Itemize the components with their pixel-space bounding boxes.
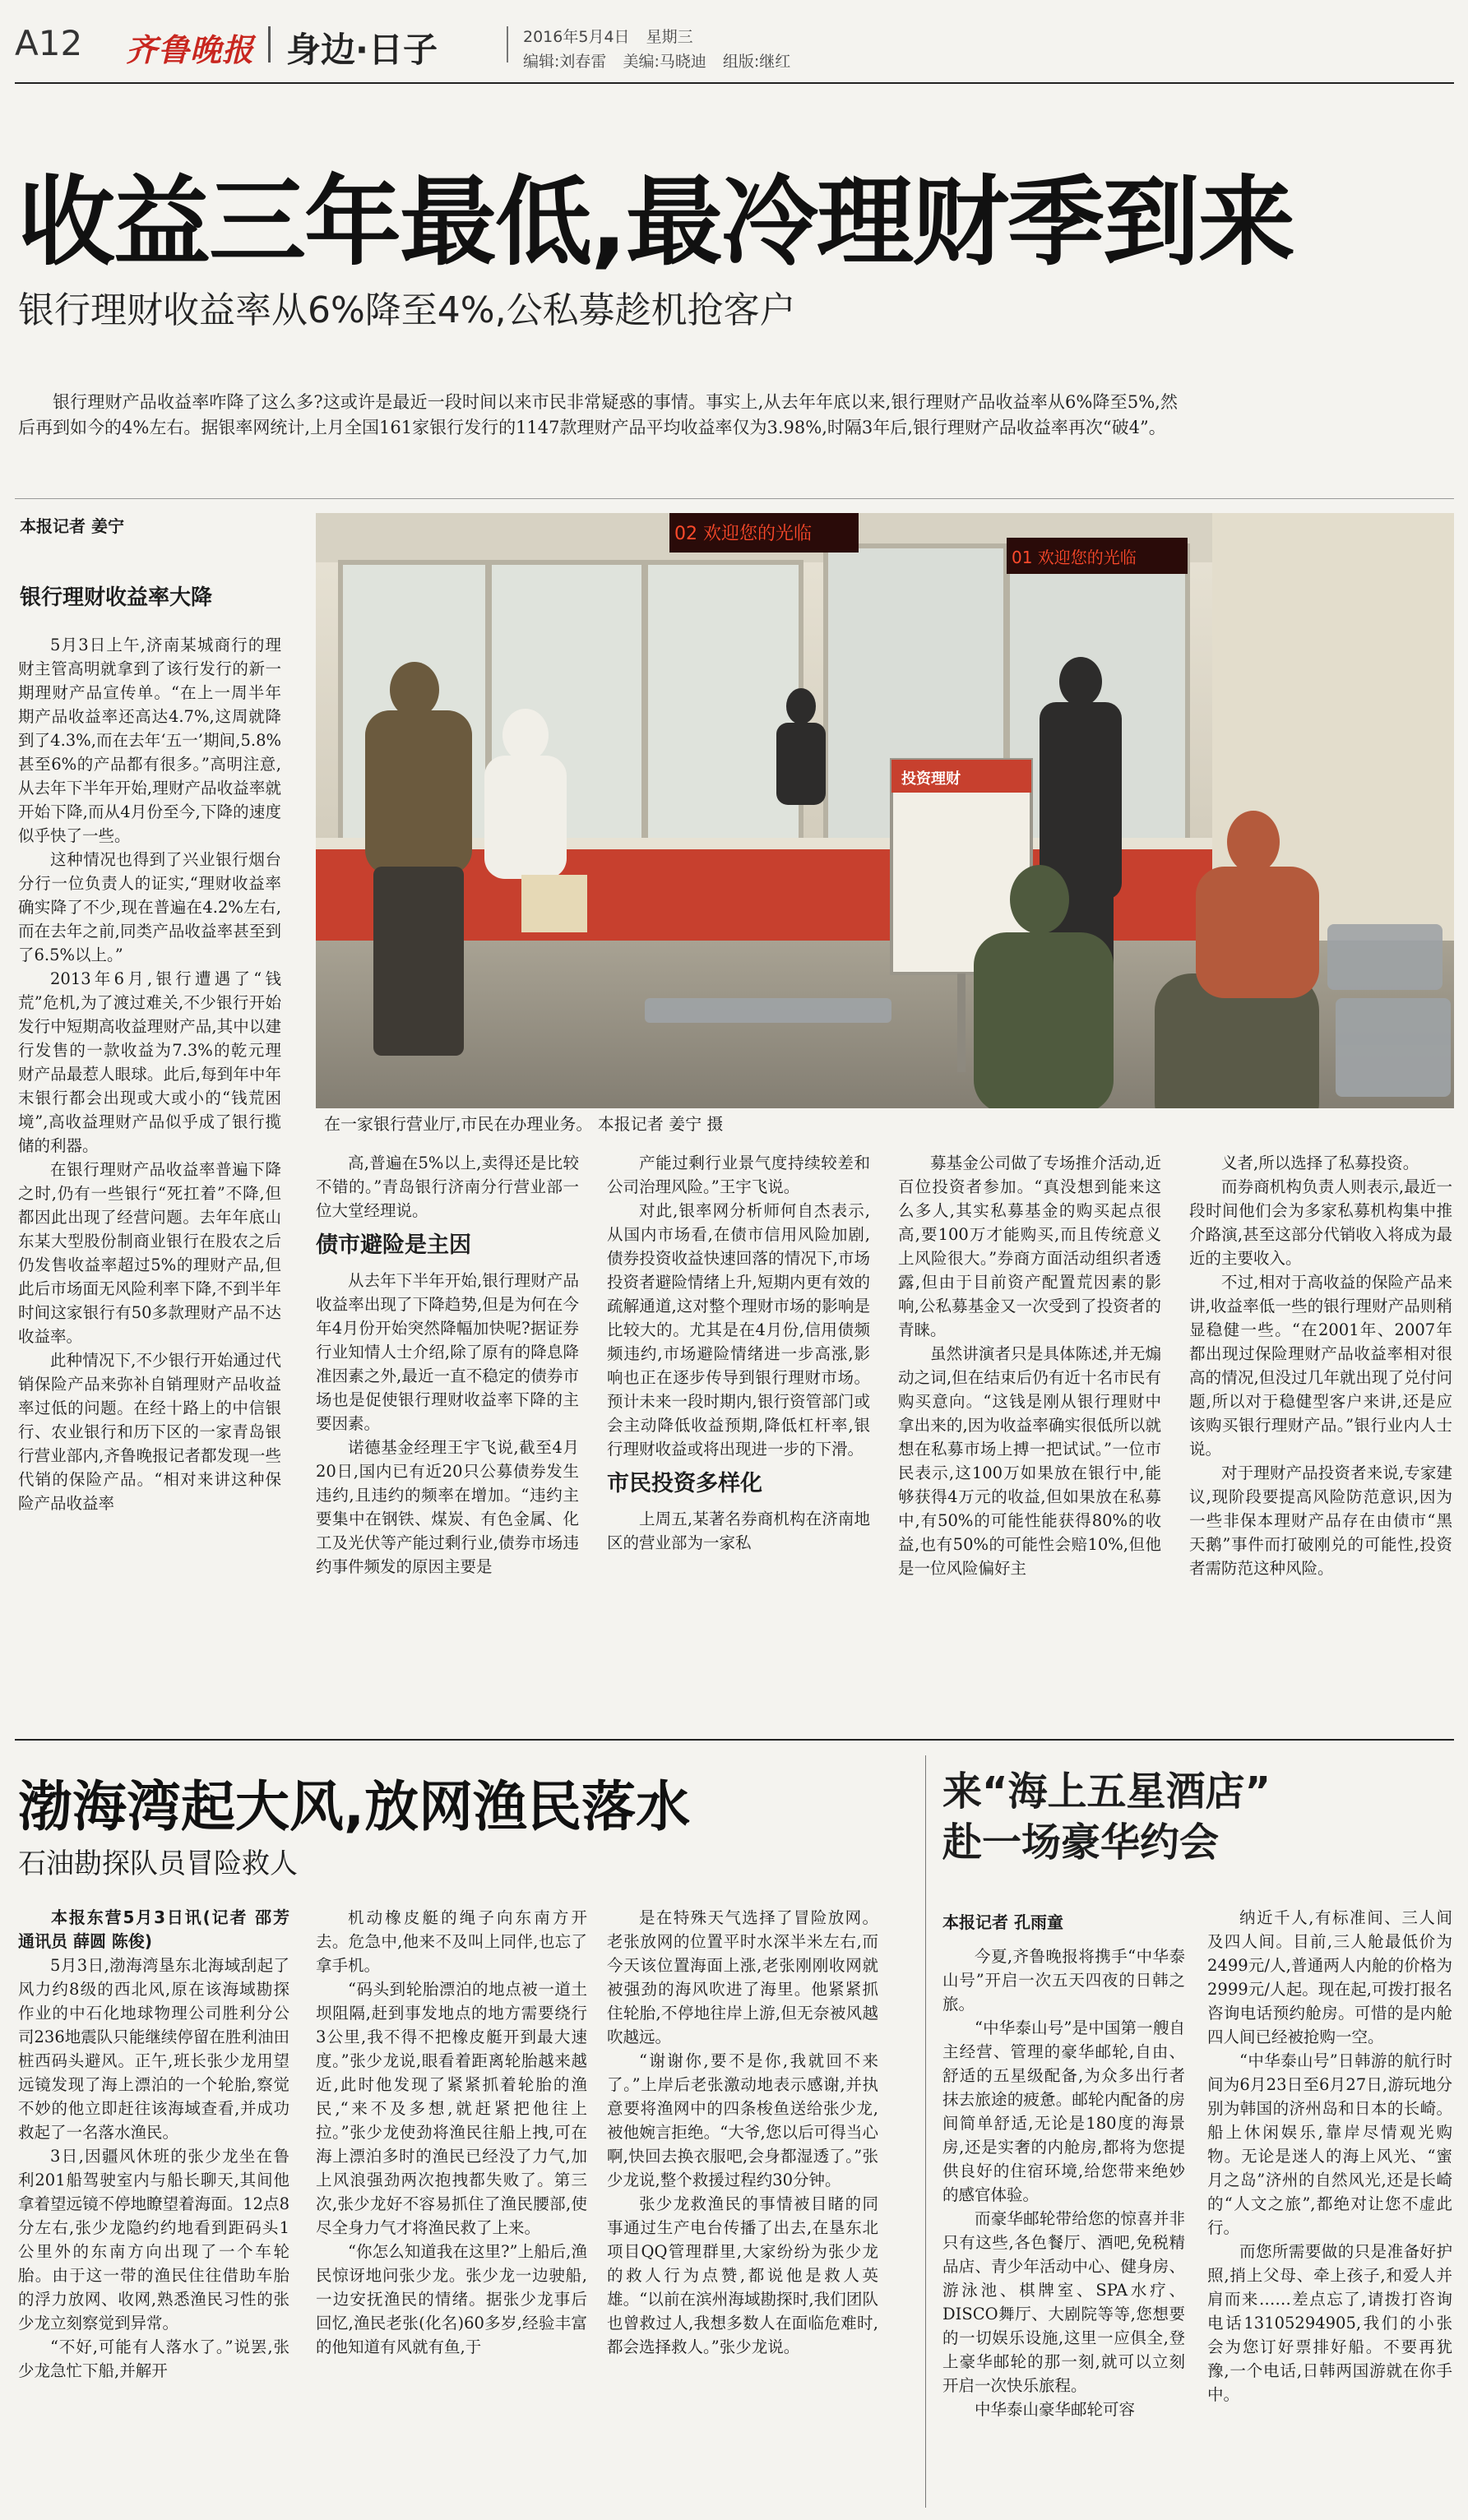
paragraph: 对此,银率网分析师何自杰表示,从国内市场看,在债市信用风险加剧,债券投资收益快速回落的情况下,市场投资者避险情绪上升,短期内更有效的疏解通道,这对整个理财市场的影响是比较大的。尤其是在4月份,信用债频频违约,市场避险情绪进一步高涨,影响也正在逐步传导到银行理财市场。预计未来一段时期内,银行资管部门或会主动降低收益预期,降低杠杆率,银行理财收益或将出现进一步的下滑。	[607, 1201, 870, 1459]
paragraph: 中华泰山豪华邮轮可容	[975, 2400, 1136, 2419]
paragraph: 募基金公司做了专场推介活动,近百位投资者参加。“真没想到能来这么多人,其实私募基金的购买起点很高,要100万才能购买,而且传统意义上风险很大。”券商方面活动组织者透露,但由于目前资产配置荒因素的影响,公私募基金又一次受到了投资者的青睐。	[898, 1154, 1161, 1339]
lead-column-4	[898, 1151, 1161, 1710]
lead-subheading-1: 银行理财收益率大降	[20, 585, 213, 610]
paragraph: “不好,可能有人落水了。”说罢,张少龙急忙下船,并解开	[18, 2337, 289, 2380]
photo-sign-window-2: 02 欢迎您的光临	[674, 524, 812, 544]
paragraph: 在银行理财产品收益率普遍下降之时,仍有一些银行“死扛着”不降,但都因此出现了经营问题。去年年底山东某大型股份制商业银行在股农之后仍发售收益率超过5%的理财产品,但此后市场面无风险利率下降,不到半年时间这家银行有50多款理财产品不达收益率。	[18, 1160, 281, 1346]
photo-caption: 在一家银行营业厅,市民在办理业务。 本报记者 姜宁 摄	[316, 1108, 1454, 1140]
story3-byline: 本报记者 孔雨童	[942, 1912, 1063, 1932]
photo-sign-window-1: 01 欢迎您的光临	[1012, 548, 1137, 567]
section-title: 身边·日子	[286, 30, 438, 70]
lead-subheading-3: 市民投资多样化	[607, 1471, 762, 1496]
paragraph: 5月3日上午,济南某城商行的理财主管高明就拿到了该行发行的新一期理财产品宣传单。“在上一周半年期产品收益率还高达4.7%,这周就降到了4.3%,而在去年‘五一’期间,5.8%甚至6%的产品都有很多。”高明注意,从去年下半年开始,理财产品收益率就开始下降,而从4月份至今,下降的速度似乎快了一些。	[18, 636, 281, 845]
page-number: A12	[15, 23, 83, 63]
paragraph: 2013年6月,银行遭遇了“钱荒”危机,为了渡过难关,不少银行开始发行中短期高收益理财产品,其中以建行发售的一款收益为7.3%的乾元理财产品最惹人眼球。此后,每到年中年末银行都会出现或大或小的“钱荒困境”,高收益理财产品似乎成了银行揽储的利器。	[18, 969, 281, 1155]
story2-column-1	[18, 1906, 289, 2508]
story2-dateline: 本报东营5月3日讯(记者 邵芳 通讯员 薛圆 陈俊)	[18, 1907, 289, 1951]
paragraph: 纳近千人,有标准间、三人间及四人间。目前,三人舱最低价为2499元/人,普通两人内舱的价格为2999元/人起。现在起,可拨打报名咨询电话预约舱房。可惜的是内舱四人间已经被抢购一空。	[1207, 1908, 1452, 2046]
weekday-text: 星期三	[646, 28, 693, 46]
photo-illustration	[316, 513, 1454, 1140]
issue-date	[523, 25, 693, 47]
story3-headline-line-2: 赴一场豪华约会	[942, 1819, 1220, 1866]
paragraph: 5月3日,渤海湾垦东北海域刮起了风力约8级的西北风,原在该海域勘探作业的中石化地球物理公司胜利分公司236地震队只能继续停留在胜利油田桩西码头避风。正午,班长张少龙用望远镜发现了海上漂泊的一个轮胎,察觉不妙的他立即赶往该海域查看,并成功救起了一名落水渔民。	[18, 1956, 289, 2142]
paper-name: 齐鲁晚报	[126, 31, 255, 68]
lead-column-2	[316, 1151, 579, 1710]
paragraph: 而券商机构负责人则表示,最近一段时间他们会为多家私募机构集中推介路演,甚至这部分代销收入将成为最近的主要收入。	[1189, 1177, 1452, 1268]
story2-column-3	[607, 1906, 878, 2508]
paragraph: 这种情况也得到了兴业银行烟台分行一位负责人的证实,“理财收益率确实降了不少,现在普遍在4.2%左右,而在去年之前,同类产品收益率甚至到了6.5%以上。”	[18, 850, 281, 964]
editor-credit: 编辑:刘春雷	[523, 53, 607, 71]
masthead-rule	[15, 82, 1454, 84]
masthead-divider-2	[507, 26, 508, 62]
paragraph: 诺德基金经理王宇飞说,截至4月20日,国内已有近20只公募债券发生违约,且违约的频率在增加。“违约主要集中在钢铁、煤炭、有色金属、化工及光伏等产能过剩行业,债券市场违约事件频发的原因主要是	[316, 1438, 579, 1576]
paragraph: 机动橡皮艇的绳子向东南方开去。危急中,他来不及叫上同伴,也忘了拿手机。	[316, 1908, 587, 1975]
paragraph: 产能过剩行业景气度持续较差和公司治理风险。”王宇飞说。	[607, 1154, 870, 1196]
layout-editor-credit: 组版:继红	[722, 53, 791, 71]
paragraph: 而您所需要做的只是准备好护照,捎上父母、牵上孩子,和爱人并肩而来……差点忘了,请拨打咨询电话13105294905,我们的小张会为您订好票排好船。不要再犹豫,一个电话,日韩两国游就在你手中。	[1207, 2242, 1452, 2404]
story3-headline-line-1: 来“海上五星酒店”	[942, 1769, 1271, 1815]
paragraph: 上周五,某著名券商机构在济南地区的营业部为一家私	[607, 1510, 870, 1552]
lead-column-3	[607, 1151, 870, 1710]
paragraph: 此种情况下,不少银行开始通过代销保险产品来弥补自销理财产品收益率过低的问题。在经十路上的中信银行、农业银行和历下区的一家青岛银行营业部内,齐鲁晚报记者都发现一些代销的保险产品。“相对来讲这种保险产品收益率	[18, 1351, 281, 1513]
story2-subhead: 石油勘探队员冒险救人	[18, 1847, 298, 1880]
paragraph: 不过,相对于高收益的保险产品来讲,收益率低一些的银行理财产品则稍显稳健一些。“在2001年、2007年都出现过保险理财产品收益率相对很高的情况,但没过几年就出现了兑付问题,所以对于稳健型客户来讲,还是应该购买银行理财产品。”银行业内人士说。	[1189, 1273, 1452, 1459]
lead-top-rule	[15, 498, 1454, 499]
paragraph: “中华泰山号”日韩游的航行时间为6月23日至6月27日,游玩地分别为韩国的济州岛和日本的长崎。船上休闲娱乐,靠岸尽情观光购物。无论是迷人的海上风光、“蜜月之岛”济州的自然风光,还是长崎的“人文之旅”,都绝对让您不虚此行。	[1207, 2051, 1452, 2237]
paragraph: 从去年下半年开始,银行理财产品收益率出现了下降趋势,但是为何在今年4月份开始突然降幅加快呢?据证券行业知情人士介绍,除了原有的降息降准因素之外,最近一直不稳定的债券市场也是促使银行理财收益率下降的主要因素。	[316, 1271, 579, 1433]
column-divider	[925, 1755, 926, 2508]
bank-hall-photo	[316, 513, 1454, 1140]
paragraph: 高,普遍在5%以上,卖得还是比较不错的。”青岛银行济南分行营业部一位大堂经理说。	[316, 1154, 579, 1220]
lead-byline: 本报记者 姜宁	[20, 516, 124, 536]
paragraph: 义者,所以选择了私募投资。	[1221, 1154, 1419, 1172]
paragraph: “谢谢你,要不是你,我就回不来了。”上岸后老张激动地表示感谢,并执意要将渔网中的四条梭鱼送给张少龙,被他婉言拒绝。“大爷,您以后可得当心啊,快回去换衣服吧,会身都湿透了。”张少龙说,整个救援过程约30分钟。	[607, 2051, 878, 2189]
paragraph: 是在特殊天气选择了冒险放网。老张放网的位置平时水深半米左右,而今天该位置海面上涨,老张刚刚收网就被强劲的海风吹进了海里。他紧紧抓住轮胎,不停地往岸上游,但无奈被风越吹越远。	[607, 1908, 878, 2046]
paragraph: 而豪华邮轮带给您的惊喜并非只有这些,各色餐厅、酒吧,免税精品店、青少年活动中心、健身房、游泳池、棋牌室、SPA水疗、DISCO舞厅、大剧院等等,您想要的一切娱乐设施,这里一应俱全,登上豪华邮轮的那一刻,就可以立刻开启一次快乐旅程。	[942, 2209, 1185, 2395]
paragraph: 3日,因疆风休班的张少龙坐在鲁利201船驾驶室内与船长聊天,其间他拿着望远镜不停地瞭望着海面。12点8分左右,张少龙隐约约地看到距码头1公里外的东南方向出现了一个车轮胎。由于这一带的渔民住往借助车胎的浮力放网、收网,熟悉渔民习性的张少龙立刻察觉到异常。	[18, 2147, 289, 2333]
paragraph: “码头到轮胎漂泊的地点被一道土坝阻隔,赶到事发地点的地方需要绕行3公里,我不得不把橡皮艇开到最大速度。”张少龙说,眼看着距离轮胎越来越近,此时他发现了紧紧抓着轮胎的渔民,“来不及多想,就赶紧把他往上拉。”张少龙使劲将渔民往船上拽,可在海上漂泊多时的渔民已经没了力气,加上风浪强劲两次抱拽都失败了。第三次,张少龙好不容易抓住了渔民腰部,使尽全身力气才将渔民救了上来。	[316, 1980, 587, 2237]
editor-credits	[523, 49, 790, 72]
lead-column-1	[18, 633, 281, 1710]
lead-summary: 银行理财产品收益率咋降了这么多?这或许是最近一段时间以来市民非常疑惑的事情。事实上,从去年年底以来,银行理财产品收益率从6%降至5%,然后再到如今的4%左右。据银率网统计,上月全国161家银行发行的1147款理财产品平均收益率仅为3.98%,时隔3年后,银行理财产品收益率再次“破4”。	[18, 392, 1178, 437]
paragraph: “中华泰山号”是中国第一艘自主经营、管理的豪华邮轮,自由、舒适的五星级配备,为众多出行者抹去旅途的疲惫。邮轮内配备的房间简单舒适,无论是180度的海景房,还是实奢的内舱房,都将为您提供良好的住宿环境,给您带来绝妙的感官体验。	[942, 2018, 1185, 2204]
story2-column-2	[316, 1906, 587, 2508]
lead-subhead: 银行理财收益率从6%降至4%,公私募趁机抢客户	[18, 289, 796, 331]
paragraph: 今夏,齐鲁晚报将携手“中华泰山号”开启一次五天四夜的日韩之旅。	[942, 1947, 1185, 2014]
story3-column-2	[1207, 1906, 1452, 2508]
lead-subheading-2: 债市避险是主因	[316, 1232, 471, 1258]
section-rule	[15, 1739, 1454, 1741]
paragraph: “你怎么知道我在这里?”上船后,渔民惊讶地问张少龙。张少龙一边驶船,一边安抚渔民的情绪。据张少龙事后回忆,渔民老张(化名)60多岁,经验丰富的他知道有风就有鱼,于	[316, 2242, 587, 2356]
paragraph: 对于理财产品投资者来说,专家建议,现阶段要提高风险防范意识,因为一些非保本理财产品存在由债市“黑天鹅”事件而打破刚兑的可能性,投资者需防范这种风险。	[1189, 1463, 1452, 1578]
photo-board-title: 投资理财	[901, 770, 961, 788]
lead-headline: 收益三年最低,最冷理财季到来	[18, 165, 1294, 279]
art-editor-credit: 美编:马晓迪	[623, 53, 706, 71]
paragraph: 虽然讲演者只是具体陈述,并无煽动之词,但在结束后仍有近十名市民有购买意向。“这钱是刚从银行理财中拿出来的,因为收益率确实很低所以就想在私募市场上搏一把试试。”一位市民表示,这100万如果放在银行中,能够获得4万元的收益,但如果放在私募中,有50%的可能性能获得80%的收益,也有50%的可能性会赔10%,但他是一位风险偏好主	[898, 1344, 1161, 1578]
lead-column-5	[1189, 1151, 1452, 1710]
masthead-divider	[268, 26, 271, 62]
story3-column-1	[942, 1944, 1185, 2508]
masthead	[15, 18, 1454, 76]
paragraph: 张少龙救渔民的事情被目睹的同事通过生产电台传播了出去,在垦东北项目QQ管理群里,大家纷纷为张少龙的救人行为点赞,都说他是救人英雄。“以前在滨州海域勘探时,我们团队也曾救过人,我想多数人在面临危难时,都会选择救人。”张少龙说。	[607, 2194, 878, 2356]
story2-headline: 渤海湾起大风,放网渔民落水	[18, 1775, 691, 1838]
date-text: 2016年5月4日	[523, 28, 630, 46]
